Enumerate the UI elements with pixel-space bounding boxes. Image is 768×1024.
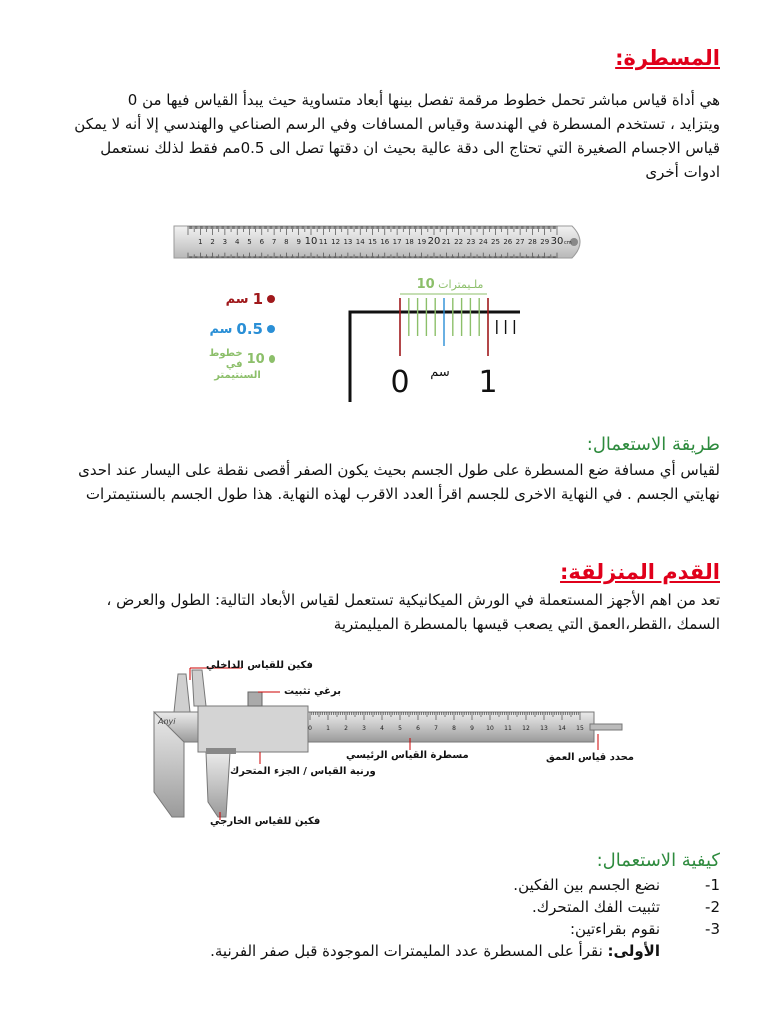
caliper-scale-number: 3 — [362, 725, 366, 732]
section-title-usage: طريقة الاستعمال: — [586, 434, 720, 455]
caliper-scale-number: 0 — [308, 725, 312, 732]
one-mark: 1 — [478, 365, 498, 400]
zoomed-ruler-diagram — [340, 272, 530, 408]
legend-item-mm — [200, 348, 275, 370]
step-number: -2 — [705, 898, 720, 916]
ruler-number: 16 — [380, 238, 390, 246]
step-text: تثبيت الفك المتحرك. — [531, 898, 660, 916]
ruler-number: 20 — [427, 236, 441, 247]
caliper-scale-number: 12 — [522, 725, 530, 732]
ruler-number: 4 — [234, 238, 240, 246]
label-main-scale: مسطرة القياس الرئيسي — [346, 750, 469, 761]
caliper-scale-number: 10 — [486, 725, 494, 732]
paragraph-line: نهايتي الجسم . في النهاية الاخرى للجسم اقرأ العدد الاقرب لهذه النهاية. هذا طول الجسم بالسنتيمترات — [85, 485, 720, 503]
ruler-number: 15 — [368, 238, 377, 246]
ruler-legend — [200, 290, 275, 381]
legend-label-continued: السنتيمتر — [214, 370, 261, 381]
brand-label: Anyi — [158, 717, 176, 726]
steel-ruler-image — [172, 222, 590, 262]
section-title-caliper: القدم المنزلقة: — [560, 560, 720, 584]
ruler-number: 10 — [304, 236, 318, 247]
ruler-unit: cm — [564, 240, 572, 246]
label-outer-jaws: فكين للقياس الخارجي — [210, 816, 321, 827]
legend-value: 0.5 — [236, 320, 263, 338]
step-number: -1 — [705, 876, 720, 894]
ruler-number: 17 — [392, 238, 402, 246]
legend-dot — [267, 295, 275, 303]
paragraph-line: ويتزايد ، تستخدم المسطرة في الهندسة وقياس المسافات وفي الرسم الصناعي والهندسي إلا أنه لا يمكن — [74, 115, 720, 133]
ruler-number: 8 — [284, 238, 289, 246]
ruler-description — [40, 88, 720, 184]
mm-label: 10 ملـيمترات — [416, 277, 484, 292]
ruler-number: 7 — [271, 238, 277, 246]
ruler-number: 25 — [491, 238, 500, 246]
ruler-number: 9 — [296, 238, 301, 246]
ruler-number: 11 — [318, 238, 328, 246]
legend-item-half-cm — [200, 320, 275, 338]
label-depth-gauge: محدد قياس العمق — [546, 752, 634, 763]
list-item — [40, 918, 720, 940]
caliper-scale-number: 8 — [452, 725, 456, 732]
section-title-ruler: المسطرة: — [615, 46, 720, 70]
caliper-scale-number: 1 — [326, 725, 330, 732]
steps-list — [40, 874, 720, 962]
ruler-number: 19 — [417, 238, 427, 246]
ruler-number: 23 — [466, 238, 476, 246]
caliper-scale-number: 14 — [558, 725, 566, 732]
paragraph-line: لقياس أي مسافة ضع المسطرة على طول الجسم بحيث يكون الصفر أقصى نقطة على اليسار عند احدى — [78, 461, 720, 479]
ruler-number: 12 — [331, 238, 341, 246]
ruler-number: 28 — [527, 238, 537, 246]
legend-item-1cm — [200, 290, 275, 308]
first-reading-text: نقرأ على المسطرة عدد المليمترات الموجودة قبل صفر الفرنية. — [210, 942, 608, 960]
first-reading-label: الأولى: — [607, 942, 660, 960]
caliper-diagram — [150, 652, 634, 832]
legend-dot — [267, 325, 275, 333]
caliper-scale-number: 7 — [434, 725, 438, 732]
caliper-scale-number: 6 — [416, 725, 420, 732]
caliper-scale-number: 5 — [398, 725, 402, 732]
legend-value: 1 — [252, 290, 263, 308]
ruler-number: 1 — [198, 238, 203, 246]
paragraph-line: تعد من اهم الأجهز المستعملة في الورش الميكانيكية تستعمل لقياس الأبعاد التالية: الطول والعرض ، — [106, 591, 720, 609]
cm-unit: سم — [430, 365, 450, 380]
caliper-scale-number: 9 — [470, 725, 474, 732]
list-item — [40, 896, 720, 918]
ruler-number: 21 — [441, 238, 451, 246]
label-vernier: ورنية القياس / الجزء المتحرك — [230, 766, 376, 777]
legend-dot — [269, 355, 275, 363]
paragraph-line: قياس الاجسام الصغيرة التي تحتاج الى دقة عالية بحيث ان دقتها تصل الى 0.5مم فقط لذلك نستعمل — [100, 139, 720, 157]
step-number: -3 — [705, 920, 720, 938]
ruler-number: 18 — [404, 238, 414, 246]
caliper-scale-number: 15 — [576, 725, 584, 732]
ruler-number: 3 — [222, 238, 228, 246]
caliper-description — [40, 588, 720, 636]
ruler-number: 6 — [259, 238, 265, 246]
ruler-number: 13 — [343, 238, 353, 246]
ruler-number: 24 — [478, 238, 488, 246]
ruler-number: 22 — [454, 238, 464, 246]
ruler-number: 29 — [540, 238, 550, 246]
caliper-image — [150, 652, 630, 832]
legend-label: سم — [209, 321, 233, 337]
ruler-number: 27 — [515, 238, 525, 246]
paragraph-line: هي أداة قياس مباشر تحمل خطوط مرقمة تفصل بينها أبعاد متساوية حيث يبدأ القياس فيها من 0 — [127, 91, 720, 109]
ruler-number: 2 — [210, 238, 215, 246]
section-title-how-to-use: كيفية الاستعمال: — [596, 850, 720, 871]
caliper-scale-number: 13 — [540, 725, 548, 732]
legend-label: سم — [225, 291, 249, 307]
legend-label: خطوط في — [208, 348, 243, 370]
first-reading — [40, 940, 720, 962]
ruler-number: 30 — [550, 236, 564, 247]
step-text: نضع الجسم بين الفكين. — [513, 876, 660, 894]
caliper-scale-number: 11 — [504, 725, 512, 732]
ruler-number: 5 — [247, 238, 252, 246]
legend-value: 10 — [246, 351, 265, 367]
caliper-scale-number: 2 — [344, 725, 348, 732]
ruler-number: 14 — [355, 238, 365, 246]
caliper-scale-number: 4 — [380, 725, 384, 732]
usage-description — [40, 458, 720, 506]
list-item — [40, 874, 720, 896]
zero-mark: 0 — [390, 365, 410, 400]
ruler-number: 26 — [503, 238, 513, 246]
paragraph-line: السمك ،القطر،العمق التي يصعب قيسها بالمسطرة الميليمترية — [333, 615, 720, 633]
paragraph-line: ادوات أخرى — [645, 163, 720, 181]
label-inner-jaws: فكين للقياس الداخلي — [206, 660, 313, 671]
step-text: نقوم بقراءتين: — [570, 920, 660, 938]
label-lock-screw: برغي تثبيت — [284, 686, 341, 697]
